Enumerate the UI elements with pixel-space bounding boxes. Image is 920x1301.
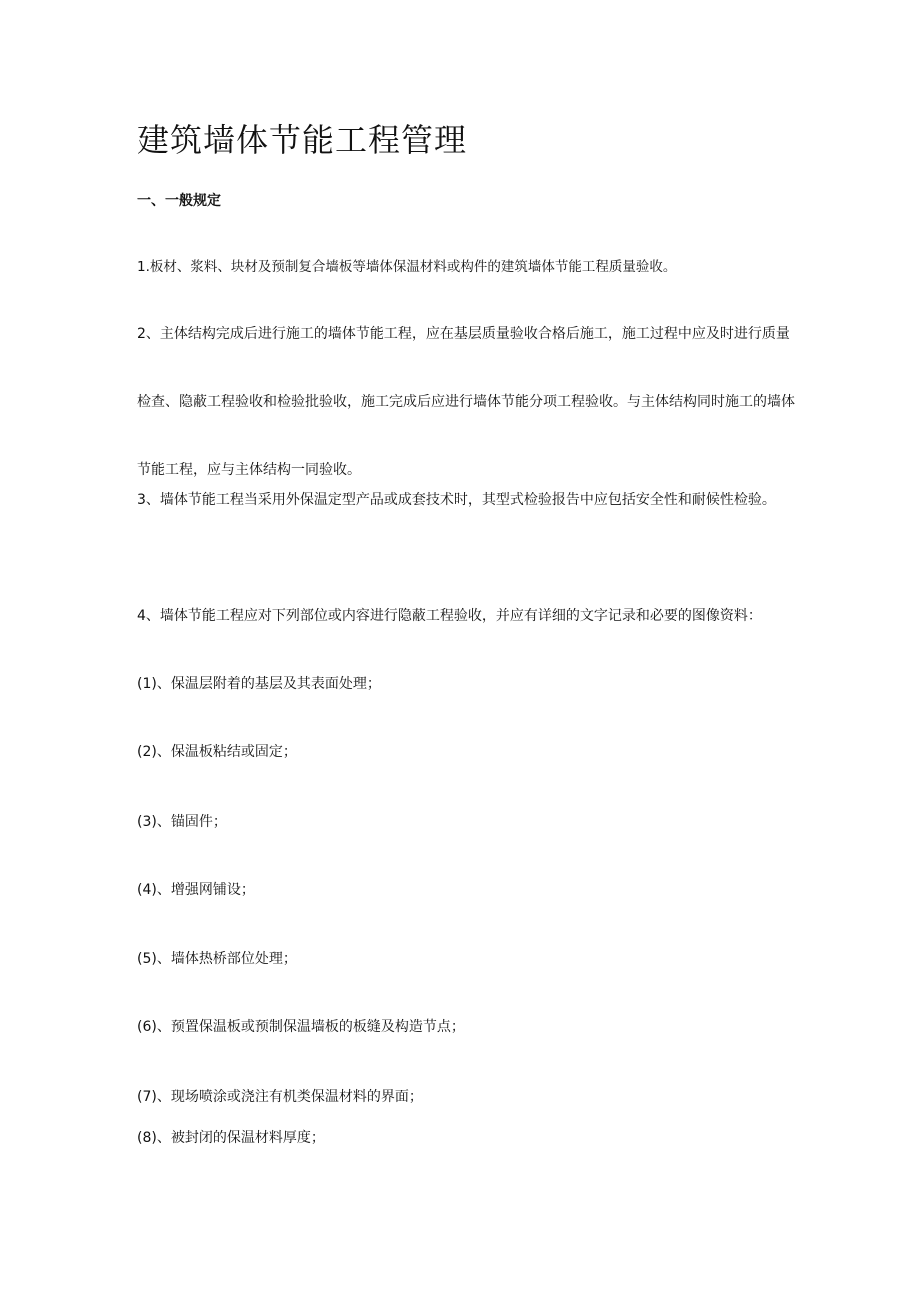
list-item-5: (5)、墙体热桥部位处理；	[137, 951, 297, 967]
paragraph-1: 1.板材、浆料、块材及预制复合墙板等墙体保温材料或构件的建筑墙体节能工程质量验收。	[137, 259, 677, 275]
document-title: 建筑墙体节能工程管理	[137, 121, 468, 159]
list-item-1: (1)、保温层附着的基层及其表面处理；	[137, 676, 381, 692]
paragraph-2: 2、主体结构完成后进行施工的墙体节能工程，应在基层质量验收合格后施工，施工过程中应及时进行质量检查、隐蔽工程验收和检验批验收，施工完成后应进行墙体节能分项工程验收。与主体结构同时施工的墙体节能工程，应与主体结构一同验收。	[137, 326, 795, 478]
list-item-7: (7)、现场喷涂或浇注有机类保温材料的界面；	[137, 1089, 423, 1105]
list-item-4: (4)、增强网铺设；	[137, 882, 255, 898]
list-item-8: (8)、被封闭的保温材料厚度；	[137, 1130, 325, 1146]
list-item-6: (6)、预置保温板或预制保温墙板的板缝及构造节点；	[137, 1019, 465, 1035]
list-item-3: (3)、锚固件；	[137, 814, 227, 830]
paragraph-4: 4、墙体节能工程应对下列部位或内容进行隐蔽工程验收，并应有详细的文字记录和必要的图像资料：	[137, 608, 762, 624]
list-item-2: (2)、保温板粘结或固定；	[137, 744, 297, 760]
section-heading: 一、一般规定	[137, 193, 221, 209]
paragraph-3: 3、墙体节能工程当采用外保温定型产品或成套技术时，其型式检验报告中应包括安全性和耐候性检验。	[137, 492, 776, 508]
